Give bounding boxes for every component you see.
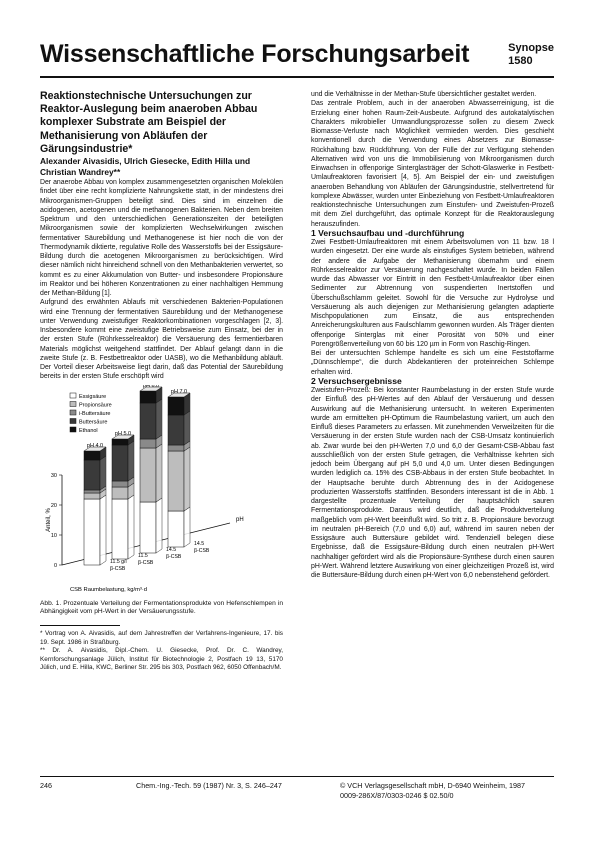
bar-segment [84, 493, 100, 499]
y-axis-label: Anteil, % [46, 507, 52, 532]
section-1-paragraph-2: Bei der untersuchten Schlempe handelte es sich um eine Feststoffarme „Dünnschlempe“, die durch Abdekantieren der proteinreichen Schlempe erhalten wird. [311, 350, 554, 376]
right-intro-1: und die Verhältnisse in der Methan-Stufe übersichtlicher gestaltet werden. [311, 91, 537, 98]
csb-label: β-CSB [110, 565, 126, 572]
legend-swatch [70, 401, 76, 406]
csb-label: β-CSB [194, 547, 210, 554]
section-2-heading: 2 Versuchsergebnisse [311, 375, 402, 386]
bar-segment [112, 445, 128, 481]
bar-chart [40, 385, 283, 600]
csb-label: β-CSB [166, 553, 182, 560]
synopse-text: Synopse [508, 42, 554, 54]
bar-segment [168, 511, 184, 547]
bar-side [100, 495, 106, 565]
section-2-paragraph-1: Zweistufen-Prozeß: Bei konstanter Raumbelastung in der ersten Stufe wurde der Einfluß des pH-Wertes auf den Ablauf der Versäuerung und dessen Auswirkung auf die Methanisierung untersucht. In weiteren Experimenten wurde am ermittelten pH-Optimum die Raumbelastung variiert, um auch den Einfluß dieses Parameters zu erfassen. Mit zunehmenden Verweilzeiten für die Versäuerung in der ersten Stufe wurden nach der CSB-Umsatz kontinuierlich ab. Zwar wurde bei den pH-Werten 7,0 und 6,0 der Gesamt-CSB-Abbau fast ausschließlich von der ersten Stufe getragen, die Verhältnisse kehrten sich jedoch beim Übergang auf pH 5,0 und 4,0 um. Unter diesen Bedingungen wurden lediglich ca. 15% des CSB-Abbaus in der ersten Stufe beobachtet. In der Hauptsache beruhte durch Abtrennung des in der Acidogenese produzierten Wasserstoffs stattfinden. Besonders interessant ist die in Abb. 1 dargestellte prozentuale Verteilung der hauptsächlich sauren Fermentationsprodukte. Daraus wird deutlich, daß die Produktverteilung maßgeblich vom pH-Wert beeinflußt wird. So tritt z. B. Propionsäure bevorzugt im neutralen pH-Bereich (7,0 und 6,0) auf, während im sauren neben der Essigsäure auch Buttersäure gebildet wird. Tendenziell belegen diese Ergebnisse, daß die Essigsäure-Bildung durch einen neutralen pH-Wert nachhaltiger gefördert wird als die Propionsäure-Synthese durch einen sauren pH-Wert. Während letztere Auswirkung von einer gleichzeitigen Prozeß ist, wird die Buttersäure-Bildung durch einen pH-Wert von 6,0 nebenstehend gefördert. [311, 387, 554, 579]
bar-segment [84, 490, 100, 493]
bar-side [184, 447, 190, 511]
bar-side [156, 399, 162, 439]
y-tick-label: 10 [50, 532, 57, 539]
section-1-paragraph-1: Zwei Festbett-Umlaufreaktoren mit einem Arbeitsvolumen von 11 bzw. 18 l wurden eingesetzt. Der eine wurde als einstufiges System betrieben, während der andere die Aufgabe der Methanisierung übernahm und einem Rührkesselreaktor zur Versäuerung nachgeschaltet wurde. In beiden Fällen wurde das Abwasser vor Eintritt in den Festbett-Umlaufreaktor über einen Sedimenter zur Abtrennung von suspendierten Inertstoffen und Überschußschlamm geleitet. Sowohl für die Versuche zur Hydrolyse und Versäuerung als auch diejenigen zur Methanisierung gelangten adaptierte Mischpopulationen zum Einsatz, die aus entsprechenden Anreicherungskulturen aus Faulschlamm gewonnen wurden. Als Träger dienten offenporige Sinterglas mit einer Porosität von 50% und einer Porengrößenverteilung von 60 bis 120 µm in Form von Raschig-Ringen. [311, 239, 554, 348]
bar-segment [84, 460, 100, 490]
bar-segment [140, 502, 156, 553]
bar-side [184, 507, 190, 547]
bar-segment [140, 448, 156, 502]
bar-segment [84, 499, 100, 565]
section-1-heading: 1 Versuchsaufbau und -durchführung [311, 227, 465, 238]
footnote-2: ** Dr. A. Aivasidis, Dipl.-Chem. U. Giesecke, Prof. Dr. C. Wandrey, Kernforschungsanlage Jülich, Institut für Biotechnologie 2, Postfach 19 13, 5170 Jülich, und E. Hilla, KWC, Berliner Str. 295 bis 303, Postfach 962, 6050 Offenbach/M. [40, 647, 283, 672]
article-title: Reaktionstechnische Untersuchungen zur Reaktor-Auslegung beim anaeroben Abbau komplexer Substrate am Beispiel der Methanisierung von Abläufen der Gärungsindustrie* [40, 90, 258, 155]
figure-1 [40, 385, 283, 600]
copyright-block [340, 781, 525, 801]
legend-swatch [70, 393, 76, 398]
legend-swatch [70, 418, 76, 423]
article-authors: Alexander Aivasidis, Ulrich Giesecke, Edith Hilla und Christian Wandrey** [40, 156, 251, 178]
feed-value-label: 11.5 [138, 552, 148, 559]
issn-text: 0009-286X/87/0303-0246 $ 02.50/0 [340, 791, 454, 800]
figure-caption: Abb. 1. Prozentuale Verteilung der Fermentationsprodukte von Hefenschlempen in Abhängigkeit vom pH-Wert in der Versäuerungsstufe. [40, 599, 283, 616]
bar-side [128, 441, 134, 481]
page-number: 246 [40, 781, 52, 790]
feed-value-label: 11.5 g/l [110, 558, 127, 565]
bar-side [156, 498, 162, 553]
feed-value-label: 14.5 [194, 540, 205, 547]
bar-segment [84, 451, 100, 460]
legend-label: Propionsäure [79, 402, 112, 409]
copyright-text: © VCH Verlagsgesellschaft mbH, D-6940 Weinheim, 1987 [340, 781, 525, 790]
feed-value-label: 14.5 [166, 546, 177, 553]
header-title: Wissenschaftliche Forschungsarbeit [40, 40, 470, 68]
bar-segment [168, 445, 184, 451]
left-column [40, 90, 283, 673]
bar-segment [112, 499, 128, 559]
y-tick-label: 20 [50, 502, 57, 509]
ph-label: pH 7.0 [170, 388, 188, 395]
intro-paragraph-1: Der anaerobe Abbau von komplex zusammengesetzten organischen Molekülen findet über eine recht komplizierte Nahrungskette statt, in der mindestens drei Mikroorganismen-Gruppen beteiligt sind. Dies sind im einzelnen die acidogenen, acetogenen und die methanogenen Bakterien. Neben dem breiten Spektrum und den unterschiedlichen Generationszeiten der beteiligten Mikroorganismen sowie der komplizierten Wechselwirkungen zwischen fermentativer Säurebildung und Methanogenese ist hier noch die von der Thermodynamik diktierte, regulative Rolle des Wasserstoffs bei der Essigsäure-Bildung durch die acetogenen Mikroorganismen zu berücksichtigen. Wird dieser nämlich nicht hinreichend schnell von den Methanbakterien verwertet, so kommt es zu einer Akkumulation von Butter- und insbesondere Propionsäure im Reaktor und bei höheren Konzentrationen zu einer nachhaltigen Hemmung der Methan-Bildung [1]. [40, 179, 283, 298]
page-footer [40, 776, 554, 800]
intro-paragraph-2: Aufgrund des erwähnten Ablaufs mit verschiedenen Bakterien-Populationen wird eine Trennung der fermentativen Säurebildung und der Methanogenese unter Verwendung zweistufiger Reaktorkombinationen vorgeschlagen [2, 3]. Insbesondere kommt eine zweistufige Betriebsweise zum Einsatz, bei der in der ersten Stufe (Rührkesselreaktor) die Versäuerung des fermentierbaren Materials möglichst weitgehend stattfindet. Der Ablauf gelangt dann in die zweite Stufe (z. B. Festbettreaktor oder UASB), wo die Methanbildung abläuft. Der Vorteil dieser Arbeitsweise liegt darin, daß das Potential der Säurebildung bereits in der ersten Stufe erschöpft wird [40, 299, 283, 381]
legend-swatch [70, 427, 76, 432]
legend-swatch [70, 410, 76, 415]
legend-label: i-Buttersäure [79, 410, 111, 417]
legend-label: Essigsäure [79, 393, 107, 400]
z-axis-label: pH [236, 516, 244, 523]
bar-side [100, 456, 106, 490]
bar-side [128, 495, 134, 559]
legend-label: Ethanol [79, 427, 98, 434]
bar-segment [140, 391, 156, 403]
synopse-number: 1580 [508, 55, 533, 67]
bar-segment [140, 439, 156, 448]
ph-label: pH 6.0 [142, 384, 160, 389]
legend-label: Buttersäure [79, 419, 108, 426]
bar-segment [112, 481, 128, 487]
synopse-label [508, 42, 554, 68]
ph-label: pH 4.0 [86, 442, 104, 449]
x-axis-label: CSB Raumbelastung, kg/m³·d [70, 586, 148, 593]
bar-segment [168, 415, 184, 445]
bar-segment [168, 397, 184, 415]
y-tick-label: 30 [50, 472, 57, 479]
bar-segment [140, 403, 156, 439]
journal-citation: Chem.-Ing.-Tech. 59 (1987) Nr. 3, S. 246–247 [136, 781, 282, 790]
ph-label: pH 5.0 [114, 430, 132, 437]
bar-side [156, 444, 162, 502]
right-column [311, 90, 554, 580]
bar-segment [112, 439, 128, 445]
footnote-1: * Vortrag von A. Aivasidis, auf dem Jahrestreffen der Verfahrens-Ingenieure, 17. bis 19. Sept. 1986 in Straßburg. [40, 630, 283, 646]
csb-label: β-CSB [138, 559, 154, 566]
bar-side [184, 411, 190, 445]
bar-segment [168, 451, 184, 511]
page-header [40, 38, 554, 78]
footnote-divider [40, 625, 120, 626]
right-intro-2: Das zentrale Problem, auch in der anaeroben Abwasserreinigung, ist die Erzielung einer hohen Raum-Zeit-Ausbeute. Aufgrund des autokatalytischen Charakters mikrobieller Umwandlungsprozesse sollen zu diesem Zweck Biomasse-Verluste nach Möglichkeit vermieden werden. Dies geschieht konventionell durch die Verwendung eines Absetzers zur Biomasse-Rückhaltung bzw. Rückführung. Von der Fülle der zur Verfügung stehenden Alternativen wird von uns die Immobilisierung von Mikroorganismen durch Einwachsen in offenporige Sinterglasträger der Schott-Glaswerke in Festbett-Umlaufreaktoren favorisiert [4, 5]. Am Beispiel der ein- und zweistufigen anaeroben Behandlung von Abläufen der Gärungsindustrie, stellvertretend für komplexe Abwässer, wurden unter Einbeziehung von Festbett-Umlaufreaktoren reaktionstechnische Untersuchungen zum Einstufen- und Zweistufen-Prozeß mit dem Ziel durchgeführt, das optimale Konzept für die Reaktorauslegung herauszufinden. [311, 100, 554, 228]
bar-segment [112, 487, 128, 499]
y-tick-label: 0 [53, 562, 57, 569]
